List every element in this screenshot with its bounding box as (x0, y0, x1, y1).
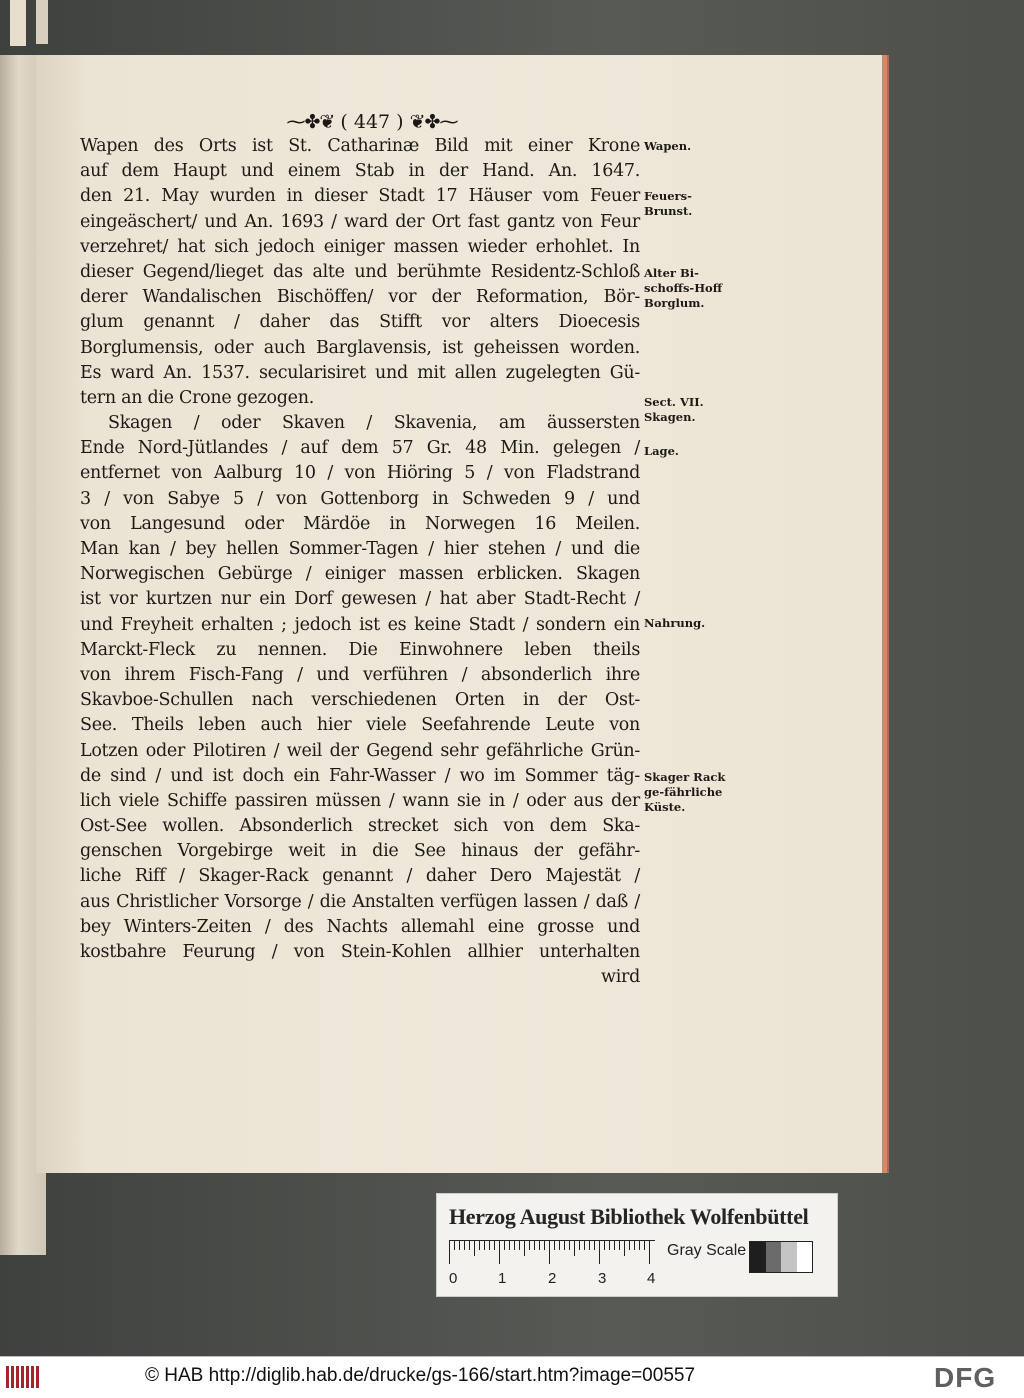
text-line: Norwegischen Gebürge / einiger massen erblicken. Skagen (80, 564, 640, 585)
text-line: Wapen des Orts ist St. Catharinæ Bild mit einer Krone (80, 136, 640, 156)
copyright-link[interactable]: © HAB http://diglib.hab.de/drucke/gs-166/start.htm?image=00557 (145, 1365, 696, 1386)
ruler-tick (469, 1240, 470, 1250)
ruler-tick (539, 1240, 540, 1250)
ruler-tick (554, 1240, 555, 1250)
text-line: von Langesund oder Märdöe in Norwegen 16 Meilen. (80, 513, 640, 534)
margin-note: Feuers-Brunst. (644, 189, 693, 218)
dfg-logo: DFG (934, 1362, 997, 1393)
ruler-tick (504, 1240, 505, 1250)
ruler-tick (454, 1240, 455, 1250)
margin-note: Lage. (644, 444, 679, 458)
page-clip-right (36, 0, 48, 44)
ruler-tick (549, 1240, 550, 1264)
ruler-tick (609, 1240, 610, 1250)
ruler-tick (589, 1240, 590, 1250)
ruler-tick (459, 1240, 460, 1250)
ruler-tick (614, 1240, 615, 1250)
text-line: kostbahre Feurung / von Stein-Kohlen allhier unterhalten (80, 942, 640, 962)
ruler-tick (579, 1240, 580, 1250)
ruler-tick (464, 1240, 465, 1250)
gray-patch (797, 1242, 813, 1272)
text-line: eingeäschert/ und An. 1693 / ward der Ort fast gantz von Feur (80, 211, 640, 232)
margin-note: Wapen. (644, 139, 692, 153)
text-line: von ihrem Fisch-Fang / und verführen / absonderlich ihre (80, 664, 640, 685)
ruler-tick (564, 1240, 565, 1250)
ruler-tick (534, 1240, 535, 1250)
ruler-tick (489, 1240, 490, 1250)
text-line: 3 / von Sabye 5 / von Gottenborg in Schweden 9 / und (80, 488, 640, 509)
ruler-tick (604, 1240, 605, 1250)
text-line: auf dem Haupt und einem Stab in der Hand. An. 1647. (80, 161, 640, 182)
ruler-tick (499, 1240, 500, 1264)
text-line: Ende Nord-Jütlandes / auf dem 57 Gr. 48 Min. gelegen / (80, 438, 640, 459)
ruler-tick (574, 1240, 575, 1256)
ruler-tick (494, 1240, 495, 1250)
margin-note: Skager Rack ge-fährliche Küste. (644, 770, 726, 814)
library-title: Herzog August Bibliothek Wolfenbüttel (449, 1204, 809, 1229)
library-color-target (436, 1193, 838, 1297)
body-text (80, 134, 640, 990)
text-line: glum genannt / daher das Stifft vor alters Dioecesis (80, 312, 640, 333)
page-header (272, 111, 472, 133)
ruler-tick (569, 1240, 570, 1250)
text-line: aus Christlicher Vorsorge / die Anstalten verfügen lassen / daß / (80, 891, 640, 912)
text-line: derer Wandalischen Bischöffen/ vor der Reformation, Bör- (80, 287, 640, 308)
text-line: Es ward An. 1537. secularisiret und mit allen zugelegten Gü- (80, 362, 640, 383)
gray-patch (766, 1242, 782, 1272)
text-line: tern an die Crone gezogen. (80, 387, 314, 408)
ruler-tick (624, 1240, 625, 1256)
ruler-tick (544, 1240, 545, 1250)
margin-note: Nahrung. (644, 616, 706, 630)
text-line: Borglumensis, oder auch Barglavensis, ist geheissen worden. (80, 337, 640, 358)
ruler-tick (594, 1240, 595, 1250)
margin-note: Alter Bi-schoffs-Hoff Borglum. (644, 266, 723, 310)
text-line: de sind / und ist doch ein Fahr-Wasser / wo im Sommer täg- (80, 765, 640, 786)
ruler-tick (449, 1240, 450, 1264)
scale-ruler (449, 1240, 655, 1266)
text-line: genschen Vorgebirge weit in die See hinaus der gefähr- (80, 841, 640, 862)
ornament-left-icon: ⁓✤❦ (286, 111, 335, 133)
ruler-tick (559, 1240, 560, 1250)
ruler-tick (514, 1240, 515, 1250)
ruler-number: 3 (598, 1270, 607, 1287)
ruler-tick (519, 1240, 520, 1250)
text-line: Man kan / bey hellen Sommer-Tagen / hier stehen / und die (80, 539, 640, 559)
ruler-tick (484, 1240, 485, 1250)
text-line: Skagen / oder Skaven / Skavenia, am äussersten (108, 413, 640, 434)
grayscale-label: Gray Scale (667, 1242, 747, 1259)
text-line: See. Theils leben auch hier viele Seefahrende Leute von (80, 715, 640, 736)
ruler-tick (509, 1240, 510, 1250)
ornament-right-icon: ❦✤⁓ (409, 111, 458, 133)
margin-note: Sect. VII. Skagen. (644, 395, 704, 424)
text-line: verzehret/ hat sich jedoch einiger massen wieder erhohlet. In (80, 236, 640, 257)
text-line: den 21. May wurden in dieser Stadt 17 Häuser vom Feuer (80, 186, 640, 207)
ruler-tick (584, 1240, 585, 1250)
text-line: dieser Gegend/lieget das alte und berühmte Residentz-Schloß (80, 261, 640, 282)
ruler-tick (649, 1240, 650, 1264)
ruler-tick (479, 1240, 480, 1250)
ruler-tick (619, 1240, 620, 1250)
text-line: Lotzen oder Pilotiren / weil der Gegend sehr gefährliche Grün- (80, 740, 640, 761)
text-line: entfernet von Aalburg 10 / von Hiöring 5 / von Fladstrand (80, 463, 640, 484)
hab-logo-icon (6, 1366, 42, 1390)
ruler-tick (529, 1240, 530, 1250)
text-line: lich viele Schiffe passiren müssen / wann sie in / oder aus der (80, 790, 640, 811)
page-clip-left (10, 0, 26, 46)
gray-patch (781, 1242, 797, 1272)
ruler-tick (629, 1240, 630, 1250)
text-line: ist vor kurtzen nur ein Dorf gewesen / hat aber Stadt-Recht / (80, 589, 640, 610)
ruler-tick (634, 1240, 635, 1250)
page-number: ( 447 ) (340, 111, 404, 133)
ruler-tick (524, 1240, 525, 1256)
ruler-number: 1 (498, 1270, 507, 1287)
text-line: bey Winters-Zeiten / des Nachts allemahl eine grosse und (80, 916, 640, 937)
ruler-number: 2 (548, 1270, 557, 1287)
text-line: liche Riff / Skager-Rack genannt / daher Dero Majestät / (80, 866, 640, 887)
gray-patch (750, 1242, 766, 1272)
footer-bar (0, 1356, 1024, 1398)
text-line: Ost-See wollen. Absonderlich strecket sich von dem Ska- (80, 816, 640, 837)
text-line: Skavboe-Schullen nach verschiedenen Orten in der Ost- (80, 690, 640, 711)
ruler-number: 4 (647, 1270, 656, 1287)
grayscale-patches (749, 1241, 813, 1273)
catchword: wird (601, 967, 640, 988)
ruler-number: 0 (449, 1270, 458, 1287)
text-line: Marckt-Fleck zu nennen. Die Einwohnere leben theils (80, 639, 640, 660)
text-line: und Freyheit erhalten ; jedoch ist es keine Stadt / sondern ein (80, 614, 640, 635)
ruler-tick (474, 1240, 475, 1256)
ruler-tick (599, 1240, 600, 1264)
ruler-tick (644, 1240, 645, 1250)
ruler-tick (639, 1240, 640, 1250)
